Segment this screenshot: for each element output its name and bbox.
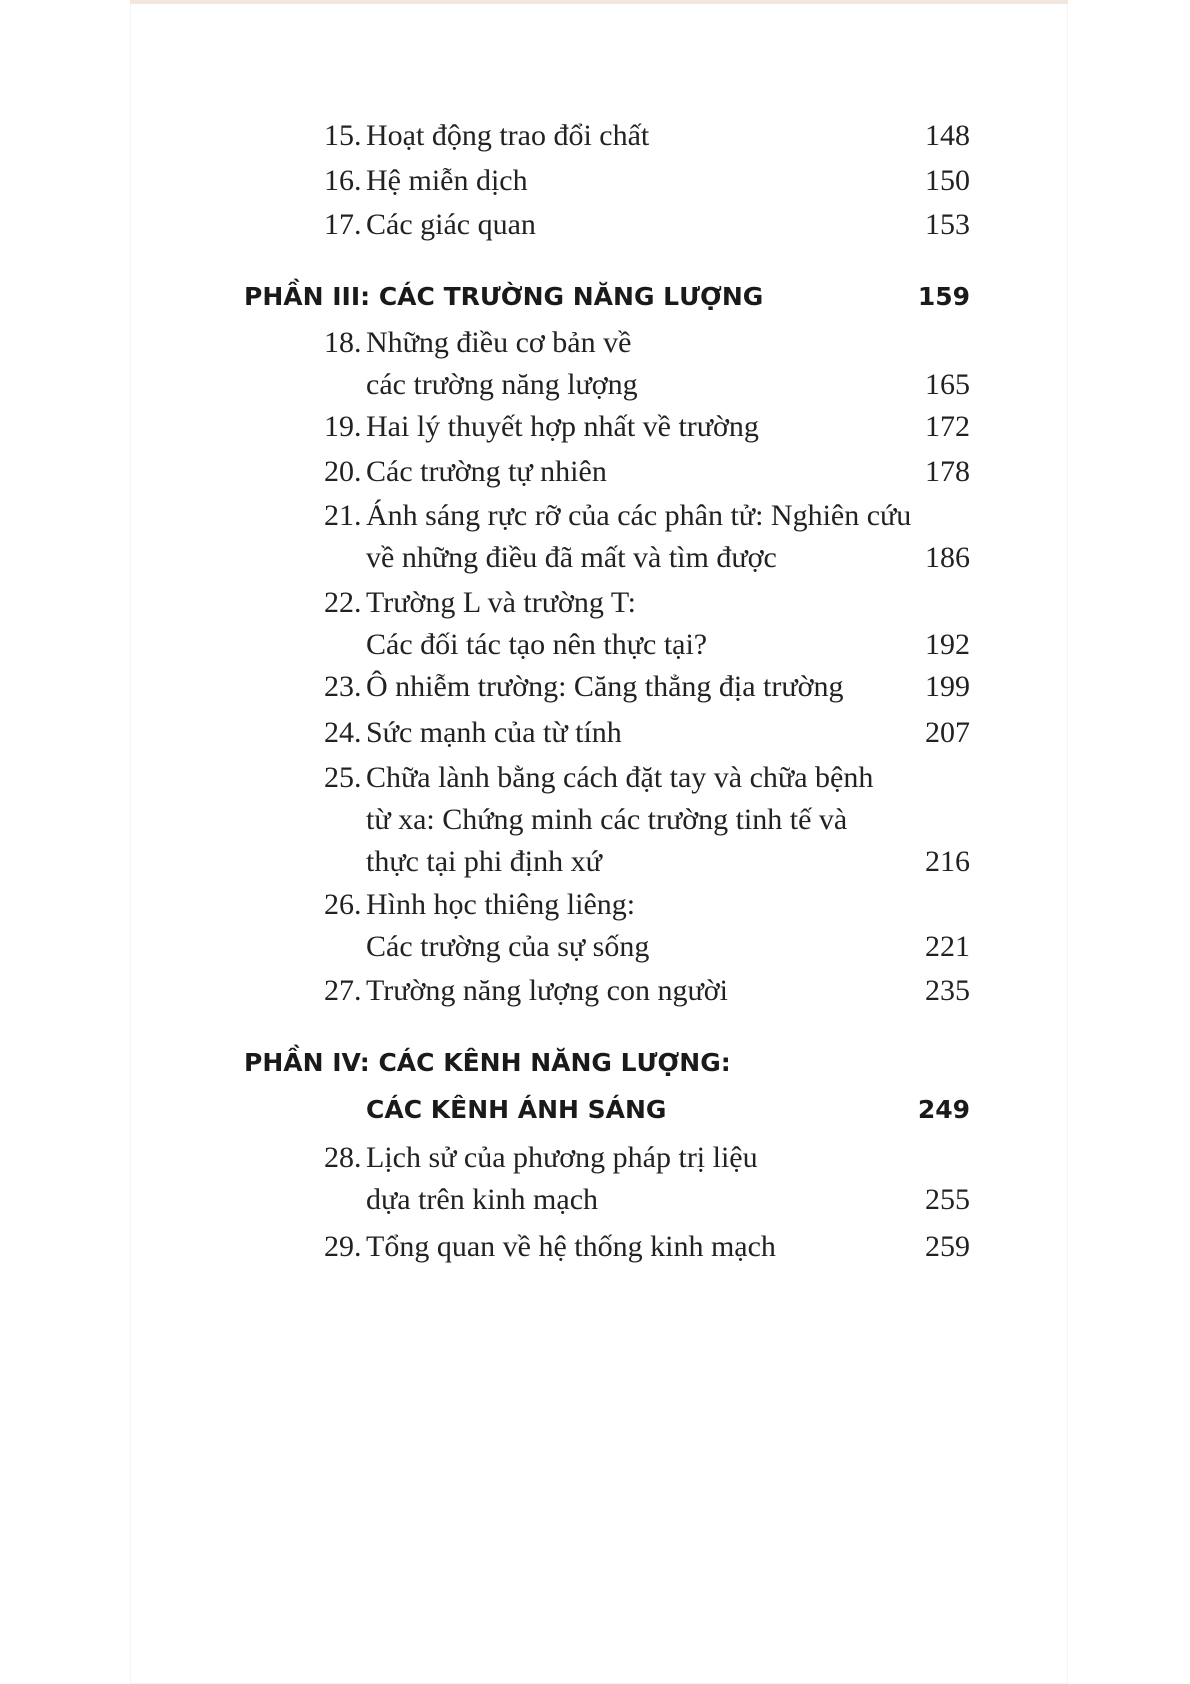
entry-number: 28. — [324, 1141, 362, 1174]
entry-title: Những điều cơ bản về các trường năng lượng — [366, 326, 638, 401]
entry-number: 26. — [324, 888, 362, 921]
entry-page: 172 — [925, 410, 970, 443]
entry-title: Chữa lành bằng cách đặt tay và chữa bệnh từ xa: Chứng minh các trường tinh tế và thực tại phi định xứ — [366, 761, 874, 878]
entry-page: 216 — [925, 845, 970, 878]
entry-title: Hai lý thuyết hợp nhất về trường — [366, 410, 759, 443]
part-label: PHẦN IV: CÁC KÊNH NĂNG LƯỢNG: — [244, 1048, 731, 1077]
entry-number: 16. — [324, 164, 362, 197]
entry-title: Trường năng lượng con người — [366, 974, 728, 1007]
entry-number: 18. — [324, 326, 362, 359]
entry-title: Các trường tự nhiên — [366, 455, 607, 488]
part-label: PHẦN III: CÁC TRƯỜNG NĂNG LƯỢNG — [244, 282, 764, 311]
entry-number: 27. — [324, 974, 362, 1007]
entry-number: 15. — [324, 119, 362, 152]
entry-page: 221 — [925, 930, 970, 963]
entry-number: 22. — [324, 586, 362, 619]
entry-page: 255 — [925, 1183, 970, 1216]
entry-page: 148 — [925, 119, 970, 152]
entry-page: 259 — [925, 1230, 970, 1263]
entry-title: Tổng quan về hệ thống kinh mạch — [366, 1230, 776, 1263]
entry-title: Lịch sử của phương pháp trị liệu dựa trên kinh mạch — [366, 1141, 758, 1216]
entry-page: 153 — [925, 208, 970, 241]
entry-title: Trường L và trường T: Các đối tác tạo nên thực tại? — [366, 586, 708, 661]
entry-title: Ô nhiễm trường: Căng thẳng địa trường — [366, 670, 844, 703]
part-label-continued: CÁC KÊNH ÁNH SÁNG — [366, 1095, 667, 1124]
part-page: 249 — [917, 1095, 970, 1124]
entry-title: Hình học thiêng liêng: Các trường của sự sống — [366, 888, 650, 963]
page-edge — [130, 0, 1068, 4]
entry-page: 178 — [925, 455, 970, 488]
entry-title: Ánh sáng rực rỡ của các phân tử: Nghiên cứu về những điều đã mất và tìm được — [366, 499, 912, 574]
entry-page: 150 — [925, 164, 970, 197]
entry-page: 165 — [925, 368, 970, 401]
entry-number: 17. — [324, 208, 362, 241]
entry-number: 20. — [324, 455, 362, 488]
entry-page: 186 — [925, 541, 970, 574]
entry-page: 207 — [925, 716, 970, 749]
entry-title: Sức mạnh của từ tính — [366, 716, 622, 749]
entry-number: 24. — [324, 716, 362, 749]
entry-page: 199 — [925, 670, 970, 703]
entry-number: 21. — [324, 499, 362, 532]
entry-number: 19. — [324, 410, 362, 443]
entry-number: 25. — [324, 761, 362, 794]
entry-title: Hệ miễn dịch — [366, 164, 528, 197]
entry-title: Các giác quan — [366, 208, 536, 241]
entry-page: 192 — [925, 628, 970, 661]
entry-number: 23. — [324, 670, 362, 703]
entry-page: 235 — [925, 974, 970, 1007]
entry-number: 29. — [324, 1230, 362, 1263]
part-page: 159 — [917, 282, 970, 311]
entry-title: Hoạt động trao đổi chất — [366, 119, 650, 152]
